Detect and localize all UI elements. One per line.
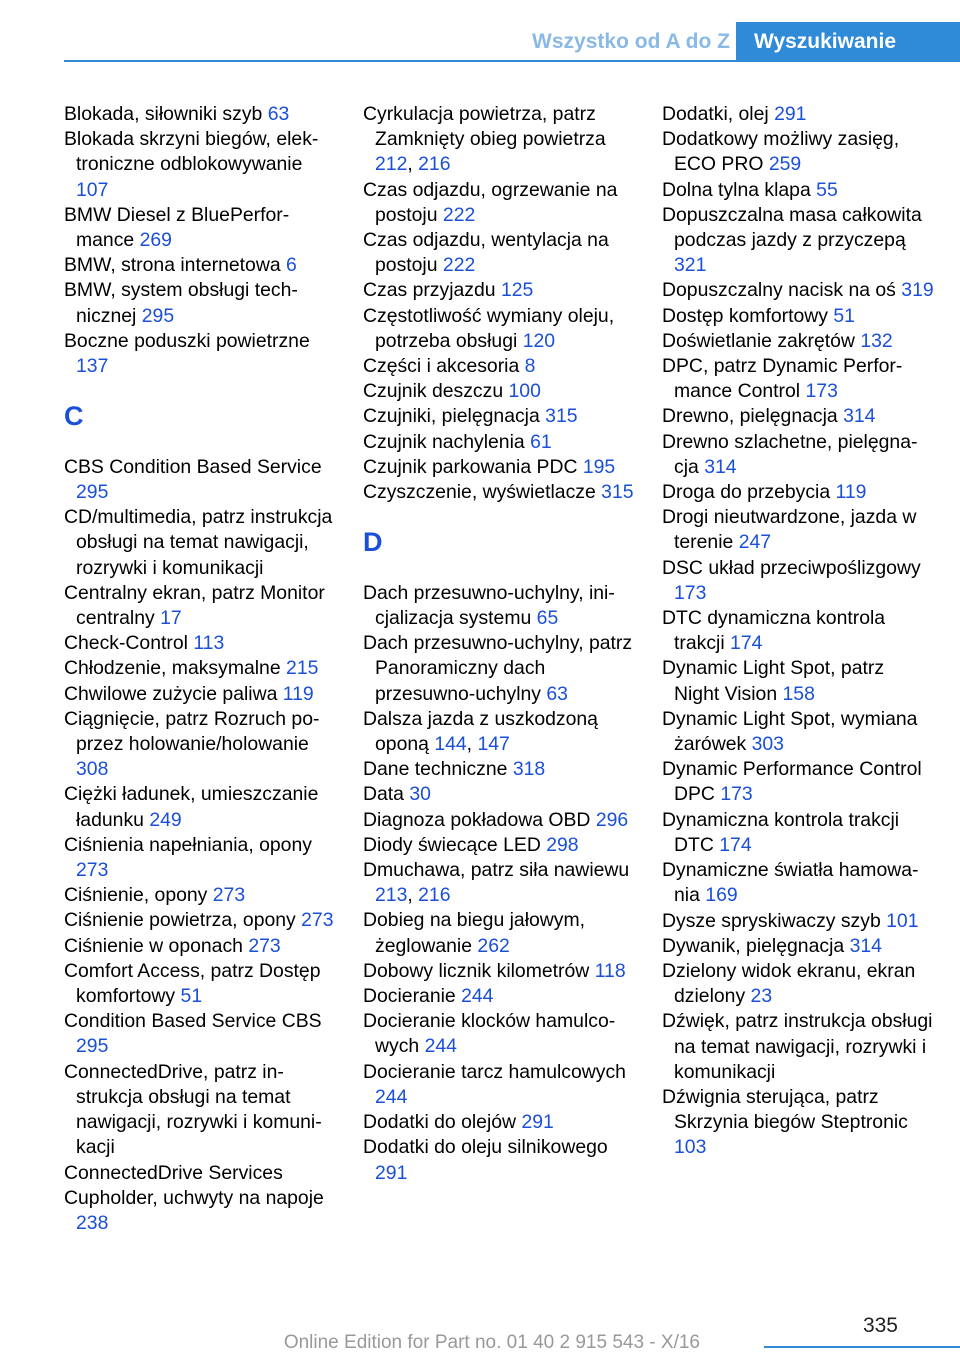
index-entry-text: Ciśnienie, opony <box>64 884 208 907</box>
page-link[interactable]: 314 <box>704 455 737 478</box>
index-entry-text: Czyszczenie, wyświetlacze <box>363 481 596 504</box>
footer-rule <box>764 1346 960 1348</box>
index-entry <box>662 757 934 807</box>
index-entry <box>662 354 934 404</box>
index-entry-text: Diagnoza pokładowa OBD <box>363 808 591 831</box>
page-link[interactable]: 169 <box>705 884 738 907</box>
page-link[interactable]: 296 <box>595 808 629 831</box>
index-entry <box>363 1060 635 1110</box>
page-link[interactable]: 174 <box>719 833 752 856</box>
page-link[interactable]: 269 <box>139 229 172 252</box>
index-entry <box>64 782 336 832</box>
index-entry <box>662 178 934 203</box>
index-entry-text: Części i akcesoria <box>363 355 520 378</box>
index-entry <box>64 656 336 681</box>
index-entry-text: Doświetlanie zakrętów <box>662 329 855 352</box>
page-link[interactable]: 244 <box>461 985 494 1008</box>
index-entry <box>363 1009 635 1059</box>
page-link[interactable]: 315 <box>601 481 634 504</box>
index-entry <box>662 606 934 656</box>
index-entry <box>64 908 336 933</box>
page-link[interactable]: 273 <box>248 934 281 957</box>
index-entry: Cyrkulacja powietrza, patrz Zamknięty obieg powietrza 212, 216 <box>363 103 606 176</box>
header-tab-search[interactable]: Wyszukiwanie <box>736 22 960 62</box>
page-link[interactable]: 273 <box>212 884 246 907</box>
page-link[interactable]: 63 <box>267 103 290 125</box>
index-entry-text: Częstotliwość wymiany oleju, potrzeba obsługi <box>363 304 615 352</box>
index-entry-text: Check-Control <box>64 632 188 655</box>
page-link[interactable]: 291 <box>521 1111 554 1134</box>
page-link[interactable]: 212 <box>375 153 408 176</box>
index-entry <box>662 1085 934 1161</box>
index-entry-text: Blokada skrzyni biegów, elektroniczne odblokowywanie <box>64 128 319 176</box>
page-link[interactable]: 107 <box>76 178 109 201</box>
index-entry-text: Dmuchawa, patrz siła nawiewu <box>363 859 630 882</box>
index-entry <box>64 682 336 707</box>
page-link[interactable]: 247 <box>738 531 772 554</box>
index-entry-text: Czas przyjazdu <box>363 279 496 302</box>
index-entry-text: Condition Based Service CBS <box>64 1010 322 1033</box>
page-link[interactable]: 55 <box>816 178 838 201</box>
index-entry <box>363 833 635 858</box>
index-entry-text: DSC układ przeciwpoślizgowy <box>662 556 921 579</box>
page-link[interactable]: 195 <box>582 455 616 478</box>
index-entry-text: Dysze spryskiwaczy szyb <box>662 909 881 932</box>
index-entry-text: Chłodzenie, maksymalne <box>64 657 281 680</box>
index-entry-text: Dodatki, olej <box>662 103 769 125</box>
page-link[interactable]: 173 <box>674 581 707 604</box>
page-link[interactable]: 298 <box>546 833 579 856</box>
index-entry-text: Dobowy licznik kilometrów <box>363 959 590 982</box>
page-link[interactable]: 8 <box>524 355 536 378</box>
index-entry-text: Docieranie tarcz hamulcowych <box>363 1060 626 1083</box>
index-entry-text: Czujnik parkowania PDC <box>363 455 578 478</box>
index-entry-text: CBS Condition Based Service <box>64 455 322 478</box>
index-entry-text: ConnectedDrive Services <box>64 1161 283 1184</box>
page-link[interactable]: 213 <box>375 884 408 907</box>
index-entry <box>64 203 336 253</box>
index-entry <box>64 102 336 127</box>
index-entry: Dmuchawa, patrz siła nawiewu 213, 216 <box>363 859 630 907</box>
index-entry-text: Czujniki, pielęgnacja <box>363 405 540 428</box>
index-entry <box>64 883 336 908</box>
index-entry <box>662 102 934 127</box>
page-link[interactable]: 113 <box>193 632 225 655</box>
index-entry-text: Drewno, pielęgnacja <box>662 405 838 428</box>
index-entry <box>363 304 635 354</box>
index-entry <box>64 959 336 1009</box>
page-link[interactable]: 308 <box>76 758 109 781</box>
page-link[interactable]: 100 <box>508 380 541 403</box>
page-link[interactable]: 63 <box>546 682 568 705</box>
index-entry-text: Dodatki do olejów <box>363 1111 517 1134</box>
index-entry-text: Ciśnienie powietrza, opony <box>64 909 296 932</box>
page-link[interactable]: 244 <box>375 1085 408 1108</box>
index-entry-text: Ciężki ładunek, umieszczanie ładunku <box>64 783 319 831</box>
page-link[interactable]: 158 <box>782 682 815 705</box>
index-entry-text: Ciągnięcie, patrz Rozruch poprzez holowanie/holowanie <box>64 707 320 756</box>
page-link[interactable]: 262 <box>477 934 510 957</box>
page-link[interactable]: 291 <box>774 103 807 125</box>
index-entry <box>64 631 336 656</box>
index-letter-heading: C <box>64 401 84 432</box>
index-entry-text: Ciśnienie w oponach <box>64 934 243 957</box>
index-entry-text: Dolna tylna klapa <box>662 178 811 201</box>
index-entry-text: Dobieg na biegu jałowym, żeglowanie <box>363 909 586 957</box>
index-entry-text: Comfort Access, patrz Dostęp komfortowy <box>64 959 321 1008</box>
index-entry <box>363 808 635 833</box>
index-entry <box>363 404 635 429</box>
page-link[interactable]: 173 <box>720 783 753 806</box>
page-link[interactable]: 216 <box>418 153 451 176</box>
index-entry <box>64 127 336 203</box>
page-number: 335 <box>862 1314 898 1337</box>
page-link[interactable]: 244 <box>424 1035 457 1058</box>
index-entry <box>662 329 934 354</box>
index-entry-text: Docieranie klocków hamulcowych <box>363 1010 616 1058</box>
index-entry-text: Dopuszczalny nacisk na oś <box>662 279 896 302</box>
index-entry-text: Dywanik, pielęgnacja <box>662 934 845 957</box>
index-entry <box>363 379 635 404</box>
page-link[interactable]: 147 <box>477 733 510 756</box>
index-entry-text: Centralny ekran, patrz Monitor centralny <box>64 581 325 630</box>
page-link[interactable]: 137 <box>76 355 109 378</box>
index-entry <box>363 178 635 228</box>
index-entry <box>662 1009 934 1085</box>
index-entry-text: Dynamiczna kontrola trakcji DTC <box>662 808 900 856</box>
index-entry-text: Czas odjazdu, ogrzewanie na postoju <box>363 178 618 226</box>
index-entry <box>363 278 635 303</box>
page-link[interactable]: 23 <box>750 985 773 1008</box>
index-column-3 <box>662 102 934 1161</box>
index-entry-text: Chwilowe zużycie paliwa <box>64 682 278 705</box>
page-link[interactable]: 61 <box>530 430 552 453</box>
page-link[interactable]: 303 <box>751 733 784 756</box>
page-link[interactable]: 318 <box>512 758 546 781</box>
index-entry <box>363 354 635 379</box>
index-entry <box>64 833 336 883</box>
index-entry-text: Czujnik deszczu <box>363 380 504 403</box>
index-entry-text: Czas odjazdu, wentylacja na postoju <box>363 229 609 277</box>
index-entry <box>363 1135 635 1185</box>
index-entry <box>64 707 336 783</box>
index-entry <box>662 127 934 177</box>
index-entry <box>662 404 934 429</box>
index-entry-text: Cyrkulacja powietrza, patrz Zamknięty obieg powietrza <box>363 103 606 151</box>
page-link[interactable]: 238 <box>76 1211 109 1234</box>
page-link[interactable]: 30 <box>409 783 431 806</box>
index-entry <box>662 505 934 555</box>
index-entry-text: Diody świecące LED <box>363 833 541 856</box>
index-entry <box>363 782 635 807</box>
page-link[interactable]: 291 <box>375 1161 408 1184</box>
header-section-label: Wszystko od A do Z <box>532 30 730 53</box>
page-link[interactable]: 144 <box>434 733 467 756</box>
index-entry <box>64 581 336 631</box>
page-link[interactable]: 51 <box>833 304 855 327</box>
index-entry <box>363 430 635 455</box>
page-link[interactable]: 174 <box>730 632 763 655</box>
index-entry-text: Dach przesuwno-uchylny, inicjalizacja systemu <box>363 581 615 630</box>
index-entry-text: Droga do przebycia <box>662 481 831 504</box>
index-entry-text: Drogi nieutwardzone, jazda w terenie <box>662 506 917 554</box>
index-entry-text: Dźwięk, patrz instrukcja obsługi na temat nawigacji, rozrywki i komunikacji <box>662 1010 933 1083</box>
index-entry-text: DTC dynamiczna kontrola trakcji <box>662 607 886 655</box>
index-entry <box>64 455 336 505</box>
index-entry <box>64 505 336 581</box>
index-entry <box>363 631 635 707</box>
index-entry <box>662 959 934 1009</box>
index-entry <box>363 984 635 1009</box>
index-entry <box>64 253 336 278</box>
index-entry <box>363 228 635 278</box>
index-entry-text: DPC, patrz Dynamic Performance Control <box>662 355 903 403</box>
index-entry <box>662 430 934 480</box>
page-link[interactable]: 65 <box>536 607 559 630</box>
page-link[interactable]: 119 <box>835 481 867 504</box>
index-entry-text: Dynamic Performance Control DPC <box>662 758 922 806</box>
index-entry <box>64 934 336 959</box>
page-link[interactable]: 17 <box>160 607 182 630</box>
index-entry <box>363 455 635 480</box>
page-link[interactable]: 51 <box>180 985 203 1008</box>
page-link[interactable]: 222 <box>442 254 476 277</box>
index-entry <box>662 556 934 606</box>
index-entry <box>64 1060 336 1161</box>
index-entry <box>64 1009 336 1059</box>
index-column-1 <box>64 102 336 1236</box>
index-entry <box>363 959 635 984</box>
index-entry <box>662 304 934 329</box>
page-link[interactable]: 321 <box>674 254 707 277</box>
index-entry <box>662 808 934 858</box>
index-entry-text: Dostęp komfortowy <box>662 304 828 327</box>
index-entry-text: Dodatkowy możliwy zasięg, ECO PRO <box>662 128 900 176</box>
page-link[interactable]: 295 <box>76 1035 109 1058</box>
index-entry-text: Dane techniczne <box>363 758 508 781</box>
index-entry <box>662 909 934 934</box>
index-entry <box>64 278 336 328</box>
index-entry <box>662 934 934 959</box>
page-link[interactable]: 119 <box>282 682 314 705</box>
index-entry <box>64 329 336 379</box>
index-entry-text: Dynamic Light Spot, patrz Night Vision <box>662 657 885 705</box>
page-link[interactable]: 249 <box>149 808 182 831</box>
index-column-2 <box>363 102 635 1186</box>
index-entry-text: Dynamiczne światła hamowania <box>662 859 919 907</box>
index-entry <box>363 1110 635 1135</box>
index-entry-text: Czujnik nachylenia <box>363 430 525 453</box>
index-entry-text: ConnectedDrive, patrz instrukcja obsługi na temat nawigacji, rozrywki i komunikacji <box>64 1060 322 1159</box>
index-entry-text: Dodatki do oleju silnikowego <box>363 1136 608 1159</box>
index-entry-text: Cupholder, uchwyty na napoje <box>64 1186 324 1209</box>
index-entry-text: CD/multimedia, patrz instrukcja obsługi na temat nawigacji, rozrywki i komunikacji <box>64 506 333 579</box>
index-entry <box>662 656 934 706</box>
index-entry-text: Drewno szlachetne, pielęgnacja <box>662 430 918 478</box>
index-entry <box>662 707 934 757</box>
page-link[interactable]: 295 <box>141 304 175 327</box>
page-link[interactable]: 273 <box>76 859 109 882</box>
page-link[interactable]: 222 <box>442 203 476 226</box>
index-entry-text: BMW, strona internetowa <box>64 254 281 277</box>
index-entry-text: Data <box>363 783 404 806</box>
index-entry-text: Dopuszczalna masa całkowita podczas jazdy z przyczepą <box>662 203 922 252</box>
index-entry <box>662 480 934 505</box>
index-entry <box>662 203 934 279</box>
index-entry <box>64 1186 336 1236</box>
index-entry-text: Blokada, siłowniki szyb <box>64 103 263 125</box>
index-entry <box>363 908 635 958</box>
index-entry <box>363 480 635 505</box>
page-link[interactable]: 295 <box>76 481 109 504</box>
index-entry <box>662 858 934 908</box>
index-entry <box>363 757 635 782</box>
page-link[interactable]: 319 <box>901 279 934 302</box>
index-entry-text: Dach przesuwno-uchylny, patrz Panoramiczny dach przesuwno-uchylny <box>363 632 633 705</box>
page-link[interactable]: 314 <box>849 934 882 957</box>
page-link[interactable]: 132 <box>860 329 893 352</box>
index-entry <box>662 278 934 303</box>
page-link[interactable]: 216 <box>418 884 451 907</box>
index-entry: Dalsza jazda z uszkodzoną oponą 144, 147 <box>363 707 598 756</box>
index-entry-text: BMW Diesel z BluePerformance <box>64 203 290 252</box>
index-letter-heading: D <box>363 527 383 558</box>
index-entry-text: Dalsza jazda z uszkodzoną oponą <box>363 707 598 756</box>
page-link[interactable]: 173 <box>805 380 838 403</box>
edition-note: Online Edition for Part no. 01 40 2 915 543 - X/16 <box>283 1332 700 1353</box>
page-link[interactable]: 273 <box>301 909 334 932</box>
page-link[interactable]: 101 <box>886 909 919 932</box>
index-entry-text: Boczne poduszki powietrzne <box>64 329 310 352</box>
index-entry-text: Docieranie <box>363 985 456 1008</box>
page-link[interactable]: 118 <box>594 959 626 982</box>
page-link[interactable]: 6 <box>286 254 297 277</box>
index-entry <box>363 581 635 631</box>
page-link[interactable]: 125 <box>500 279 534 302</box>
index-entry-text: Dzielony widok ekranu, ekran dzielony <box>662 959 916 1008</box>
index-entry-text: BMW, system obsługi technicznej <box>64 279 298 327</box>
page-link[interactable]: 315 <box>545 405 578 428</box>
page-link[interactable]: 314 <box>843 405 876 428</box>
page-link[interactable]: 259 <box>768 153 802 176</box>
page-link[interactable]: 215 <box>286 657 319 680</box>
page-link[interactable]: 120 <box>522 329 556 352</box>
index-entry-text: Ciśnienia napełniania, opony <box>64 833 312 856</box>
index-entry <box>64 1161 336 1186</box>
index-entry-text: Dynamic Light Spot, wymiana żarówek <box>662 707 918 756</box>
page-link[interactable]: 103 <box>674 1136 707 1159</box>
index-entry-text: Dźwignia sterująca, patrz Skrzynia biegów Steptronic <box>662 1085 908 1134</box>
